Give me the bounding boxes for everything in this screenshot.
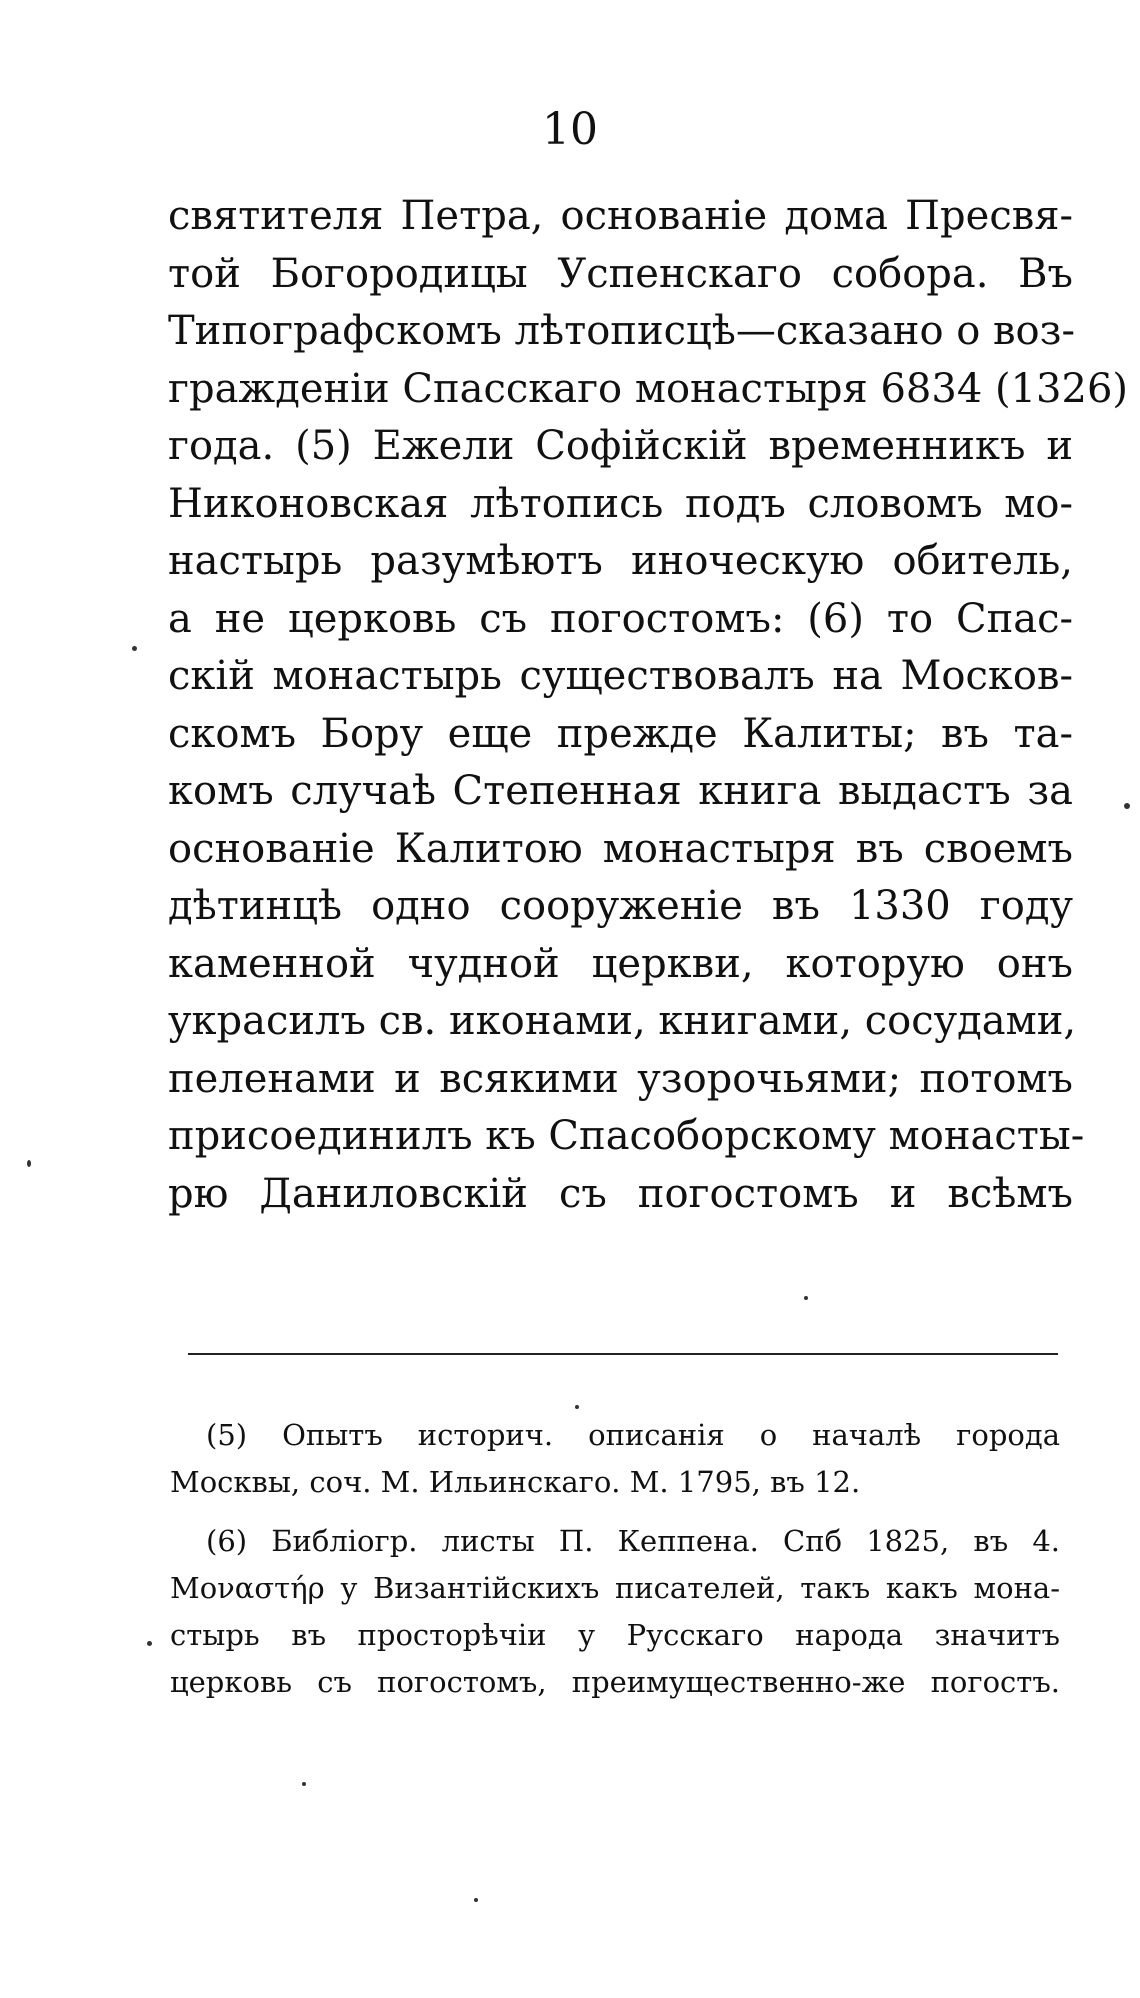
ink-speck	[147, 1641, 152, 1646]
text-line: присоединилъ къ Спасоборскому монасты-	[168, 1113, 1085, 1159]
text-line: года. (5) Ежели Софійскій временникъ и	[168, 423, 1073, 469]
ink-speck	[804, 1296, 808, 1300]
ink-speck	[474, 1898, 478, 1902]
text-line: комъ случаѣ Степенная книга выдастъ за	[168, 768, 1073, 814]
text-line: основаніе Калитою монастыря въ своемъ	[168, 825, 1073, 872]
text-line: настырь разумѣютъ иноческую обитель,	[168, 538, 1073, 584]
text-line: рю Даниловскій съ погостомъ и всѣмъ	[168, 1170, 1073, 1217]
footnote-line: (6) Библіогр. листы П. Кеппена. Спб 1825, въ 4.	[206, 1524, 1060, 1558]
ink-speck	[575, 1405, 579, 1409]
text-line: святителя Петра, основаніе дома Пресвя-	[168, 193, 1073, 239]
text-line: скій монастырь существовалъ на Москов-	[168, 653, 1073, 699]
ink-speck	[27, 1160, 31, 1167]
footnote-line: Москвы, соч. М. Ильинскаго. М. 1795, въ 12.	[170, 1465, 861, 1499]
text-line: той Богородицы Успенскаго собора. Въ	[168, 250, 1073, 297]
text-line: Никоновская лѣтопись подъ словомъ мо-	[168, 480, 1073, 527]
text-line: Типографскомъ лѣтописцѣ—сказано о воз-	[168, 308, 1075, 354]
footnote-line: церковь съ погостомъ, преимущественно-же погостъ.	[170, 1665, 1060, 1699]
text-line: каменной чудной церкви, которую онъ	[168, 940, 1073, 987]
footnote-spacer	[170, 1506, 1060, 1518]
footnote-line: Μοναστήρ у Византійскихъ писателей, такъ какъ мона-	[170, 1571, 1060, 1605]
text-line: скомъ Бору еще прежде Калиты; въ та-	[168, 710, 1073, 757]
text-line: гражденіи Спасскаго монастыря 6834 (1326)	[168, 365, 1128, 412]
main-text	[168, 188, 1128, 1223]
ink-speck	[302, 1782, 306, 1786]
text-line: пеленами и всякими узорочьями; потомъ	[168, 1055, 1073, 1102]
text-line: а не церковь съ погостомъ: (6) то Спас-	[168, 595, 1073, 642]
ink-speck	[1124, 803, 1130, 809]
text-line: украсилъ св. иконами, книгами, сосудами,	[168, 998, 1077, 1044]
page-number: 10	[542, 104, 598, 155]
footnote-line: стырь въ просторѣчіи у Русскаго народа значитъ	[170, 1618, 1060, 1652]
footnotes	[170, 1412, 1060, 1706]
footnote-divider	[188, 1353, 1058, 1355]
footnote-line: (5) Опытъ историч. описанія о началѣ города	[206, 1418, 1060, 1452]
text-line: дѣтинцѣ одно сооруженіе въ 1330 году	[168, 883, 1073, 929]
ink-speck	[132, 646, 137, 651]
